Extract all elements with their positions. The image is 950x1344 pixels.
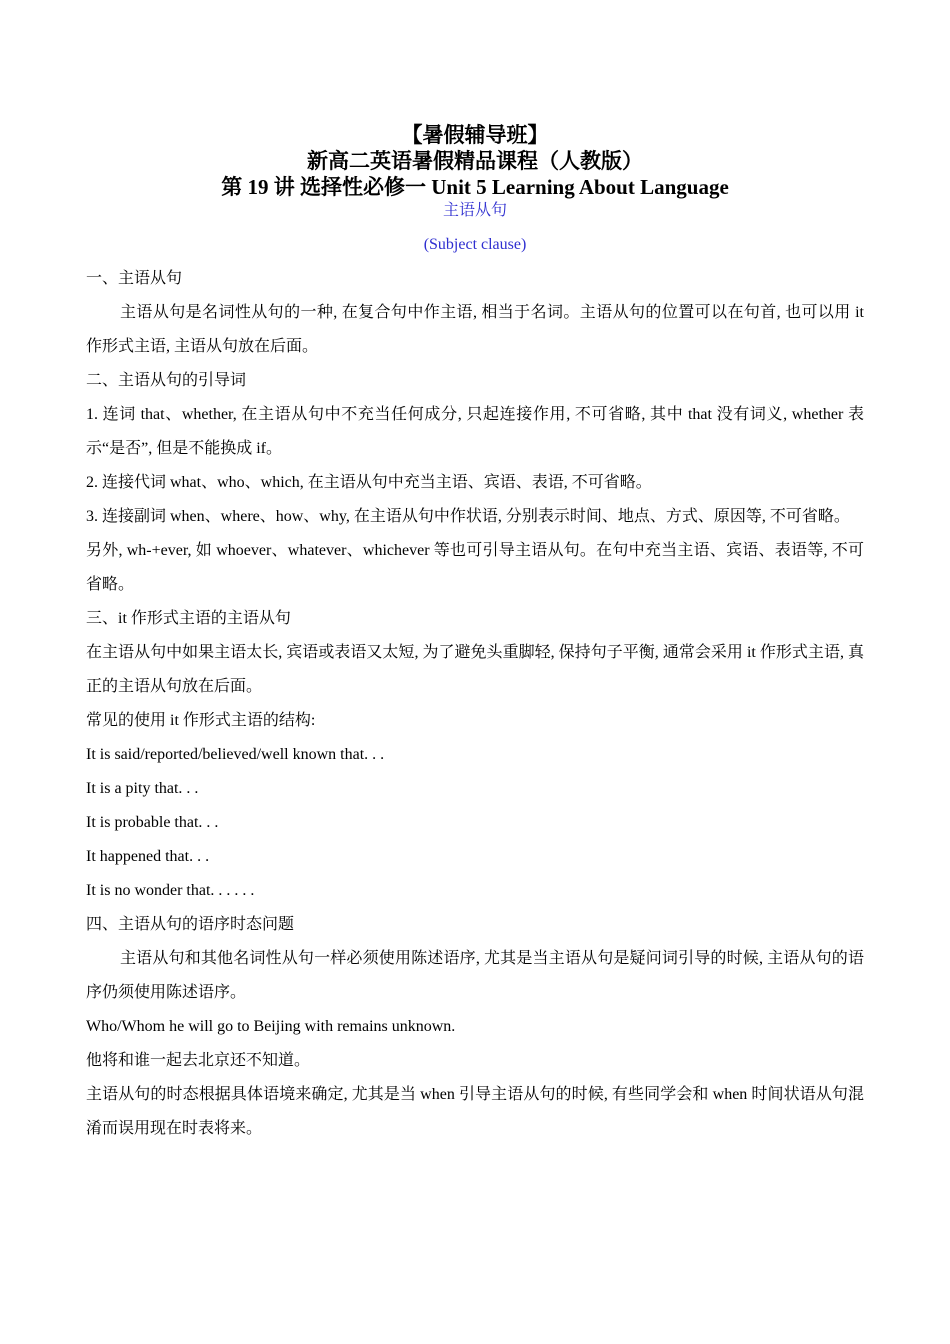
section-1-heading: 一、主语从句 (86, 270, 183, 287)
section-4-example-chinese: 他将和谁一起去北京还不知道。 (86, 1052, 311, 1069)
section-3-heading: 三、it 作形式主语的主语从句 (86, 610, 291, 627)
section-4-example-english: Who/Whom he will go to Beijing with remains unknown. (86, 1018, 456, 1035)
section-4-paragraph-2: 主语从句的时态根据具体语境来确定, 尤其是当 when 引导主语从句的时候, 有些同学会和 when 时间状语从句混淆而误用现在时表将来。 (86, 1086, 864, 1137)
topic-chinese: 主语从句 (442, 202, 507, 219)
example-sentence: It is said/reported/believed/well known that. . . (86, 746, 385, 763)
section-2-extra: 另外, wh-+ever, 如 whoever、whatever、whichever 等也可引导主语从句。在句中充当主语、宾语、表语等, 不可省略。 (86, 542, 864, 593)
section-3-paragraph: 在主语从句中如果主语太长, 宾语或表语又太短, 为了避免头重脚轻, 保持句子平衡, 通常会采用 it 作形式主语, 真正的主语从句放在后面。 (86, 644, 864, 695)
example-sentence: It is probable that. . . (86, 814, 219, 831)
example-sentence: It is a pity that. . . (86, 780, 199, 797)
section-4-heading: 四、主语从句的语序时态问题 (86, 916, 295, 933)
document-body (86, 262, 864, 1146)
section-4-paragraph: 主语从句和其他名词性从句一样必须使用陈述语序, 尤其是当主语从句是疑问词引导的时候, 主语从句的语序仍须使用陈述语序。 (86, 950, 864, 1001)
section-2-item-1: 1. 连词 that、whether, 在主语从句中不充当任何成分, 只起连接作用, 不可省略, 其中 that 没有词义, whether 表示“是否”, 但是不能换成 if。 (86, 406, 864, 457)
course-title: 新高二英语暑假精品课程（人教版） (307, 149, 643, 173)
example-sentence: It is no wonder that. . . . . . (86, 882, 255, 899)
section-2-item-2: 2. 连接代词 what、who、which, 在主语从句中充当主语、宾语、表语, 不可省略。 (86, 474, 652, 491)
section-2-heading: 二、主语从句的引导词 (86, 372, 247, 389)
section-2-item-3: 3. 连接副词 when、where、how、why, 在主语从句中作状语, 分别表示时间、地点、方式、原因等, 不可省略。 (86, 508, 850, 525)
topic-english: (Subject clause) (423, 236, 527, 253)
header-bracket-title: 【暑假辅导班】 (401, 123, 549, 147)
section-3-lead: 常见的使用 it 作形式主语的结构: (86, 712, 316, 729)
lecture-title: 第 19 讲 选择性必修一 Unit 5 Learning About Language (221, 175, 729, 199)
example-sentence: It happened that. . . (86, 848, 210, 865)
section-1-paragraph: 主语从句是名词性从句的一种, 在复合句中作主语, 相当于名词。主语从句的位置可以在句首, 也可以用 it 作形式主语, 主语从句放在后面。 (86, 304, 864, 355)
